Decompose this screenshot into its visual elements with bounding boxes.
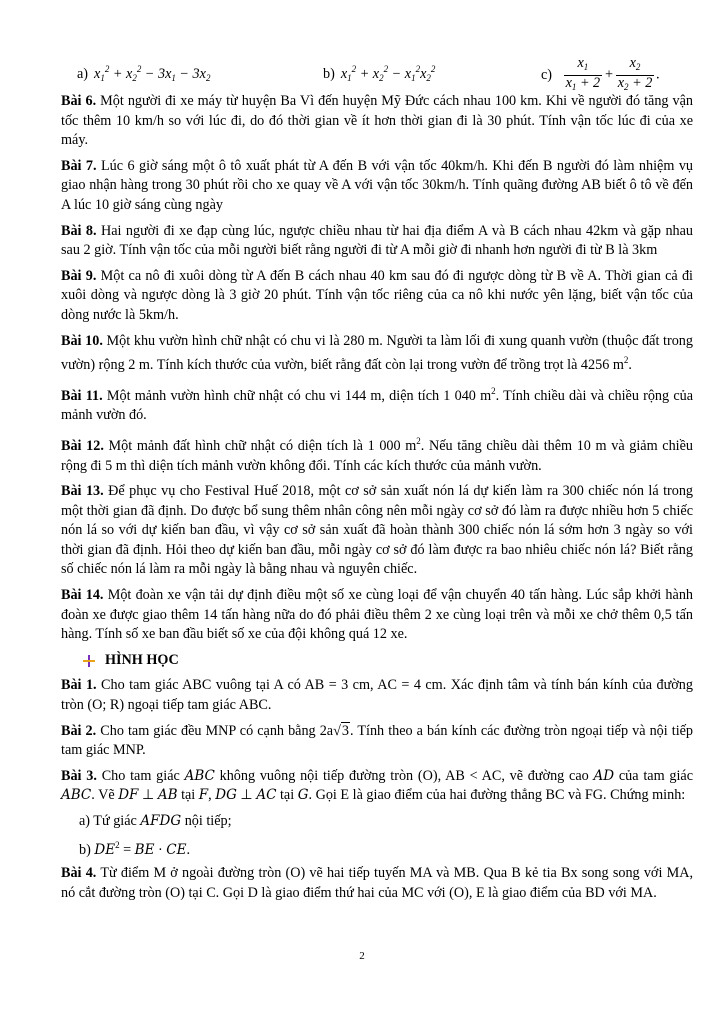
formula-a-label: a) [77, 66, 89, 82]
formula-b: b) $x_1^2 + x_2^2 - x_1^2x_2^2$ [323, 64, 436, 83]
cross-bullet-icon [83, 655, 95, 667]
problem-13-text: Để phục vụ cho Festival Huế 2018, một cơ sở sản xuất nón lá dự kiến làm ra 300 chiếc nón lá trong một thời gian đã định. Do được bổ sung thêm nhân công nên mỗi ngày cơ sở đó làm ra được nhiều hơn 5 chiếc nón lá so với dự kiến ban đầu, vì vậy cơ sở sản xuất đã hoàn thành 300 chiếc nón lá sớm hơn 3 ngày so với thời gian đã định. Hỏi theo dự kiến ban đầu, mỗi ngày cơ sở đó làm được ra bao nhiêu chiếc nón lá? Biết rằng số chiếc nón lá làm ra mỗi ngày là bằng nhau và nguyên chiếc. [61, 483, 694, 578]
geometry-problem-4-text: Từ điểm M ở ngoài đường tròn (O) vẽ hai tiếp tuyến MA và MB. Qua B kẻ tia Bx song song với MA, nó cắt đường tròn (O) tại C. Gọi D là giao điểm thứ hai của MC với (O), E là giao điểm của BD với MA. [61, 865, 694, 901]
problem-6-text: Một người đi xe máy từ huyện Ba Vì đến huyện Mỹ Đức cách nhau 100 km. Khi về người đó tăng vận tốc thêm 10 km/h so với lúc đi, do đó thời gian về ít hơn thời gian đi là 30 phút. Tính vận tốc lúc đi của xe máy. [61, 93, 694, 149]
part-a-post: nội tiếp; [184, 813, 232, 829]
part-b-label: b) [79, 841, 91, 858]
problem-7 [61, 157, 693, 216]
formula-c-label: c) [541, 66, 553, 83]
problem-11-tail: . Tính chiều dài và chiều rộng của mảnh vườn đó. [61, 387, 694, 424]
geometry-problem-3-part-b: b) $DE^2$ = BE · CE. [79, 839, 191, 858]
geometry-problem-1-number: Bài 1. [61, 677, 97, 694]
problem-12-number: Bài 12. [61, 437, 104, 454]
problem-12: Bài 12. Một mảnh đất hình chữ nhật có diện tích là 1 000 $m^2$. Nếu tăng chiều dài thêm 10 m và giảm chiều rộng đi 5 m thì diện tích mảnh vườn không đổi. Tính các kích thước của mảnh vườn. [61, 435, 694, 474]
problem-9 [61, 267, 693, 326]
formula-a: a) $x_1^2 + x_2^2 - 3x_1 - 3x_2$ [77, 64, 211, 83]
document-page [61, 56, 693, 909]
formula-b-label: b) [323, 66, 335, 82]
problem-8-number: Bài 8. [61, 222, 97, 239]
problem-10-number: Bài 10. [61, 332, 103, 349]
problem-7-text: Lúc 6 giờ sáng một ô tô xuất phát từ A đến B với vận tốc 40km/h. Khi đến B người đó làm nhiệm vụ giao nhận hàng trong 30 phút rồi cho xe quay về A với vận tốc 30km/h. Tính quãng đường AB biết ô tô về đến A lúc 10 giờ sáng cùng ngày [61, 157, 694, 213]
problem-13 [61, 482, 693, 580]
section-heading-geometry [83, 651, 693, 671]
geometry-problem-3-part-a: a) Tứ giác AFDG nội tiếp; [79, 813, 232, 829]
geometry-problem-4 [61, 864, 693, 903]
problem-9-text: Một ca nô đi xuôi dòng từ A đến B cách nhau 40 km sau đó đi ngược dòng từ B về A. Thời gian cả đi xuôi dòng và ngược dòng là 3 giờ 20 phút. Tính vận tốc riêng của ca nô khi nước yên lặng, biết vận tốc của dòng nước là 5km/h. [61, 267, 693, 323]
geometry-problem-3-number: Bài 3. [61, 767, 97, 784]
problem-8-text: Hai người đi xe đạp cùng lúc, ngược chiều nhau từ hai địa điểm A và B cách nhau 42km và gặp nhau sau 2 giờ. Tính vận tốc của mỗi người biết rằng người đi từ A mỗi giờ đi nhanh hơn người đi từ B là 3km [61, 222, 694, 259]
geometry-problem-3: Bài 3. Cho tam giác ABC không vuông nội tiếp đường tròn (O), AB < AC, vẽ đường cao AD của tam giác ABC. Vẽ DF ⊥ AB tại F, DG ⊥ AC tại G. Gọi E là giao điểm của hai đường thẳng BC và FG. Chứng minh: [61, 767, 694, 804]
sqrt3-expression: √3 [333, 722, 349, 739]
geometry-problem-2-pre: Cho tam giác đều MNP có cạnh bằng 2a [100, 722, 334, 739]
part-a-label: a) Tứ giác [79, 813, 137, 829]
problem-10-text: Một khu vườn hình chữ nhật có chu vi là 280 m. Người ta làm lối đi xung quanh vườn (thuộc đất trong vườn) rộng 2 m. Tính kích thước của vườn, biết rằng đất còn lại trong vườn để trồng trọt là 4256 m [61, 332, 693, 374]
problem-6-number: Bài 6. [61, 93, 97, 109]
geometry-problem-4-number: Bài 4. [61, 865, 97, 882]
problem-11-number: Bài 11. [61, 387, 103, 404]
problem-9-number: Bài 9. [61, 267, 97, 284]
problem-12-tail: . Nếu tăng chiều dài thêm 10 m và giảm chiều rộng đi 5 m thì diện tích mảnh vườn không đổi. Tính các kích thước của mảnh vườn. [61, 437, 694, 474]
problem-8 [61, 222, 693, 261]
geometry-problem-2-post: . Tính theo a bán kính các đường tròn ngoại tiếp và nội tiếp tam giác MNP. [61, 722, 694, 759]
formula-row [61, 56, 693, 90]
problem-14-number: Bài 14. [61, 587, 104, 604]
geometry-problem-1-text: Cho tam giác ABC vuông tại A có AB = 3 cm, AC = 4 cm. Xác định tâm và tính bán kính của đường tròn (O; R) ngoại tiếp tam giác ABC. [61, 677, 693, 714]
problem-7-number: Bài 7. [61, 157, 97, 174]
problem-14 [61, 586, 693, 645]
problem-12-text: Một mảnh đất hình chữ nhật có diện tích là 1 000 m [108, 437, 417, 454]
problem-6 [61, 92, 693, 151]
section-title: HÌNH HỌC [105, 651, 179, 668]
formula-c: c) $\frac{x_1}{x_1 + 2}$ + $\frac{x_2}{x_2 + 2}$ . [541, 55, 660, 92]
problem-14-text: Một đoàn xe vận tải dự định điều một số xe cùng loại để vận chuyển 40 tấn hàng. Lúc sắp khởi hành đoàn xe được giao thêm 14 tấn hàng nữa do đó phải điều thêm 2 xe cùng loại trên và mỗi xe chở thêm 0,5 tấn hàng. Tính số xe ban đầu biết số xe của đội không quá 12 xe. [61, 587, 694, 643]
geometry-problem-1 [61, 676, 693, 715]
geometry-problem-2-number: Bài 2. [61, 722, 97, 739]
problem-10-tail: . [628, 357, 632, 374]
problem-11-text: Một mảnh vườn hình chữ nhật có chu vi 144 m, diện tích 1 040 m [106, 387, 492, 404]
problem-13-number: Bài 13. [61, 483, 104, 500]
problem-10: Bài 10. Một khu vườn hình chữ nhật có chu vi là 280 m. Người ta làm lối đi xung quanh vườn (thuộc đất trong vườn) rộng 2 m. Tính kích thước của vườn, biết rằng đất còn lại trong vườn để trồng trọt là 4256 $m^2$. [61, 332, 693, 374]
page-number: 2 [359, 950, 365, 962]
problem-11: Bài 11. Một mảnh vườn hình chữ nhật có chu vi 144 m, diện tích 1 040 $m^2$. Tính chiều dài và chiều rộng của mảnh vườn đó. [61, 385, 694, 424]
geometry-problem-2 [61, 722, 693, 761]
